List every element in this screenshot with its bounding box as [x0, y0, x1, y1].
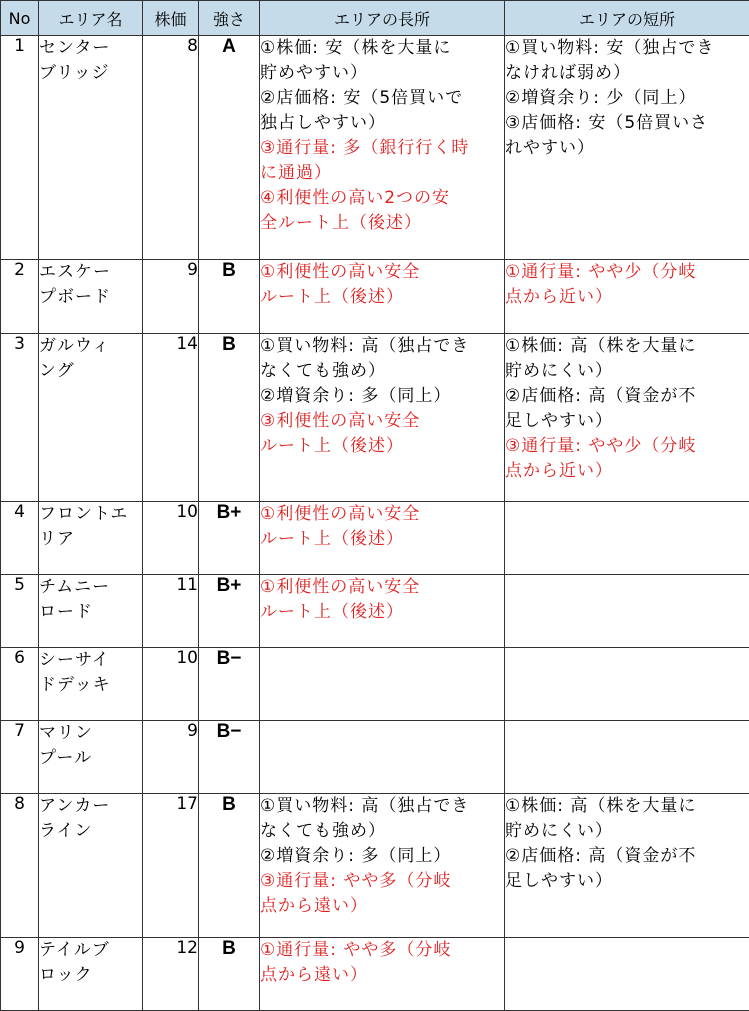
cons-line: ①株価: 高（株を大量に — [505, 794, 749, 819]
cell-area-cons — [505, 502, 749, 575]
cell-stock-price: 10 — [143, 502, 199, 575]
area-name-line: ロック — [39, 963, 142, 988]
table-body — [1, 36, 749, 1011]
pros-line: ③通行量: やや多（分岐 — [260, 869, 504, 894]
cell-area-cons — [505, 648, 749, 721]
pros-line: ①利便性の高い安全 — [260, 502, 504, 527]
cons-line: ③店価格: 安（5倍買いさ — [505, 111, 749, 136]
table-row — [1, 575, 749, 648]
cell-no: 4 — [1, 502, 39, 575]
cons-line: ①買い物料: 安（独占でき — [505, 36, 749, 61]
cons-line: 足しやすい） — [505, 409, 749, 434]
cons-line: れやすい） — [505, 136, 749, 161]
cell-area-name — [39, 502, 143, 575]
cell-area-name — [39, 575, 143, 648]
cons-line: ①通行量: やや少（分岐 — [505, 260, 749, 285]
cell-area-cons — [505, 721, 749, 794]
cell-stock-price: 12 — [143, 938, 199, 1011]
cell-area-cons — [505, 575, 749, 648]
header-area-cons: エリアの短所 — [505, 1, 749, 36]
cell-stock-price: 8 — [143, 36, 199, 260]
cell-no: 3 — [1, 334, 39, 502]
cons-line: ②店価格: 高（資金が不 — [505, 844, 749, 869]
cell-area-name — [39, 36, 143, 260]
header-area-pros: エリアの長所 — [260, 1, 505, 36]
area-name-line: シーサイ — [39, 648, 142, 673]
table-row — [1, 260, 749, 334]
cell-area-name — [39, 334, 143, 502]
cell-strength: B — [199, 334, 260, 502]
cell-no: 9 — [1, 938, 39, 1011]
table-row — [1, 334, 749, 502]
area-name-line: ブリッジ — [39, 61, 142, 86]
cons-line: ①株価: 高（株を大量に — [505, 334, 749, 359]
pros-line: なくても強め） — [260, 359, 504, 384]
cell-strength: B — [199, 794, 260, 938]
cell-strength: B — [199, 938, 260, 1011]
pros-line: ルート上（後述） — [260, 527, 504, 552]
pros-line: ①買い物料: 高（独占でき — [260, 334, 504, 359]
area-name-line: フロントエ — [39, 502, 142, 527]
pros-line: ①利便性の高い安全 — [260, 575, 504, 600]
cell-stock-price: 9 — [143, 721, 199, 794]
area-name-line: ング — [39, 359, 142, 384]
cell-no: 7 — [1, 721, 39, 794]
cell-area-pros — [260, 36, 505, 260]
pros-line: ルート上（後述） — [260, 285, 504, 310]
area-name-line: ドデッキ — [39, 673, 142, 698]
cell-no: 6 — [1, 648, 39, 721]
pros-line: 独占しやすい） — [260, 111, 504, 136]
header-strength: 強さ — [199, 1, 260, 36]
header-stock-price: 株価 — [143, 1, 199, 36]
pros-line: ④利便性の高い2つの安 — [260, 186, 504, 211]
cell-no: 2 — [1, 260, 39, 334]
pros-line: なくても強め） — [260, 819, 504, 844]
cell-area-pros — [260, 260, 505, 334]
table-row — [1, 502, 749, 575]
cons-line: ③通行量: やや少（分岐 — [505, 434, 749, 459]
area-name-line: リア — [39, 527, 142, 552]
cell-strength: B− — [199, 721, 260, 794]
area-name-line: ライン — [39, 819, 142, 844]
pros-line: ②増資余り: 多（同上） — [260, 384, 504, 409]
cell-strength: B+ — [199, 502, 260, 575]
cons-line: なければ弱め） — [505, 61, 749, 86]
cell-area-name — [39, 648, 143, 721]
cell-area-pros — [260, 721, 505, 794]
header-area-name: エリア名 — [39, 1, 143, 36]
pros-line: ②増資余り: 多（同上） — [260, 844, 504, 869]
area-name-line: アンカー — [39, 794, 142, 819]
header-no: No — [1, 1, 39, 36]
area-name-line: プボード — [39, 285, 142, 310]
area-name-line: ガルウィ — [39, 334, 142, 359]
cell-area-name — [39, 721, 143, 794]
pros-line: ルート上（後述） — [260, 434, 504, 459]
area-name-line: プール — [39, 746, 142, 771]
cons-line: ②増資余り: 少（同上） — [505, 86, 749, 111]
table-row — [1, 36, 749, 260]
cell-stock-price: 9 — [143, 260, 199, 334]
cons-line: ②店価格: 高（資金が不 — [505, 384, 749, 409]
area-name-line: エスケー — [39, 260, 142, 285]
cell-area-pros — [260, 794, 505, 938]
pros-line: ②店価格: 安（5倍買いで — [260, 86, 504, 111]
pros-line: に通過） — [260, 161, 504, 186]
cell-strength: B− — [199, 648, 260, 721]
cons-line: 貯めにくい） — [505, 359, 749, 384]
cell-strength: A — [199, 36, 260, 260]
cell-strength: B — [199, 260, 260, 334]
cell-area-name — [39, 260, 143, 334]
area-name-line: マリン — [39, 721, 142, 746]
cons-line: 点から近い） — [505, 285, 749, 310]
pros-line: 点から遠い） — [260, 963, 504, 988]
cell-area-cons — [505, 36, 749, 260]
cell-stock-price: 11 — [143, 575, 199, 648]
cell-no: 1 — [1, 36, 39, 260]
cell-strength: B+ — [199, 575, 260, 648]
cell-area-cons — [505, 794, 749, 938]
pros-line: ③通行量: 多（銀行行く時 — [260, 136, 504, 161]
pros-line: ③利便性の高い安全 — [260, 409, 504, 434]
cell-area-cons — [505, 334, 749, 502]
pros-line: ルート上（後述） — [260, 600, 504, 625]
cons-line: 点から近い） — [505, 459, 749, 484]
cell-stock-price: 17 — [143, 794, 199, 938]
area-name-line: センター — [39, 36, 142, 61]
area-name-line: チムニー — [39, 575, 142, 600]
area-name-line: テイルブ — [39, 938, 142, 963]
cell-area-pros — [260, 502, 505, 575]
cons-line: 足しやすい） — [505, 869, 749, 894]
pros-line: 全ルート上（後述） — [260, 211, 504, 236]
cell-area-pros — [260, 334, 505, 502]
pros-line: 点から遠い） — [260, 894, 504, 919]
table-row — [1, 648, 749, 721]
cell-area-cons — [505, 260, 749, 334]
cell-no: 8 — [1, 794, 39, 938]
pros-line: ①買い物料: 高（独占でき — [260, 794, 504, 819]
cell-no: 5 — [1, 575, 39, 648]
cell-area-pros — [260, 575, 505, 648]
table-row — [1, 794, 749, 938]
area-name-line: ロード — [39, 600, 142, 625]
cell-stock-price: 14 — [143, 334, 199, 502]
table-row — [1, 721, 749, 794]
cons-line: 貯めにくい） — [505, 819, 749, 844]
cell-area-pros — [260, 648, 505, 721]
pros-line: 貯めやすい） — [260, 61, 504, 86]
pros-line: ①通行量: やや多（分岐 — [260, 938, 504, 963]
header-row — [1, 1, 749, 36]
pros-line: ①利便性の高い安全 — [260, 260, 504, 285]
cell-stock-price: 10 — [143, 648, 199, 721]
cell-area-name — [39, 794, 143, 938]
pros-line: ①株価: 安（株を大量に — [260, 36, 504, 61]
